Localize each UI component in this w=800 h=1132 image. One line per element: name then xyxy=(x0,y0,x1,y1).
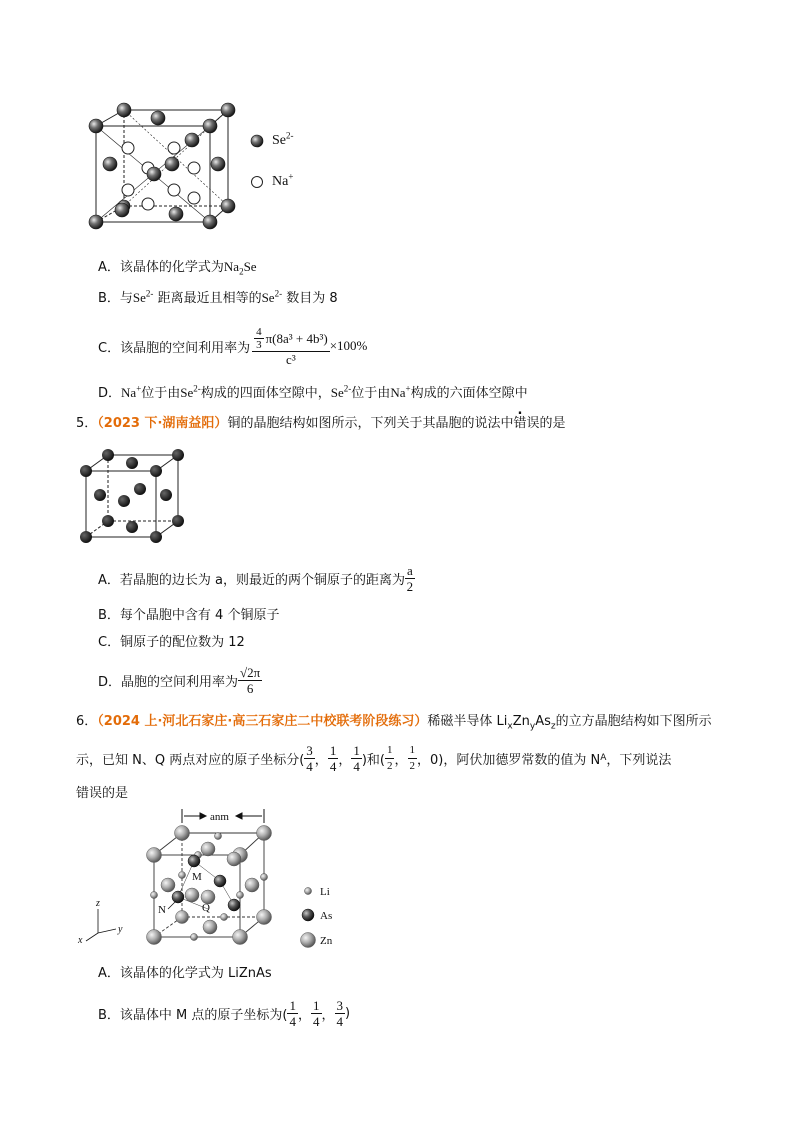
q5-option-a: A．若晶胞的边长为 a，则最近的两个铜原子的距离为 $\frac{a}{2}$ xyxy=(98,562,414,594)
q6-source: （2024 上·河北石家庄·高三石家庄二中校联考阶段练习） xyxy=(97,714,428,729)
axis-z-label: z xyxy=(96,898,100,909)
point-q-label: Q xyxy=(202,902,210,914)
lizna-crystal-figure xyxy=(74,805,364,955)
legend-li-label: Li xyxy=(320,886,330,898)
q5-stem: 5．（2023 下·湖南益阳）铜的晶胞结构如图所示，下列关于其晶胞的说法中错误的是 xyxy=(76,416,566,431)
q5-option-d: D．晶胞的空间利用率为 $\frac{√2\pi}{6}$ xyxy=(98,664,261,696)
open-circle-icon xyxy=(250,175,264,193)
q6-stem-line2: 示，已知 N、Q 两点对应的原子坐标分( $\frac{3}{4}$ ， $\frac{1}{4}$ ， $\frac{1}{4}$ )和( $\frac{1}{2}$ ， $\frac{1}{2}$ ，0)，阿伏加德罗常数的值为 N A ，下列说法 xyxy=(76,742,672,774)
legend-na-label: Na+ xyxy=(272,171,294,189)
copper-fcc-figure xyxy=(78,445,188,545)
q4-option-c: C．该晶胞的空间利用率为 $\frac{4}{3}$ π(8a³ + 4b³) c³ ×100% xyxy=(98,325,368,367)
q4-option-d: D．Na+位于由$Se^{2-}$构成的四面体空隙中，$Se^{2-}$位于由Na+构成的六面体空隙中 xyxy=(98,383,528,401)
large-sphere-icon xyxy=(301,933,316,948)
point-m-label: M xyxy=(192,871,202,883)
legend-as-label: As xyxy=(320,910,333,922)
legend-se-label: $Se^{2-}$ xyxy=(272,130,294,148)
q5-source: （2023 下·湖南益阳） xyxy=(97,416,228,431)
dark-sphere-icon xyxy=(250,134,264,152)
small-sphere-icon xyxy=(305,888,312,895)
q5-option-b: B．每个晶胞中含有 4 个铜原子 xyxy=(98,608,280,623)
q6-option-b: B．该晶体中 M 点的原子坐标为( $\frac{1}{4}$ ， $\frac{1}{4}$ ， $\frac{3}{4}$ ) xyxy=(98,997,351,1029)
axis-y-label: y xyxy=(118,924,123,935)
q4c-fraction: $\frac{4}{3}$ π(8a³ + 4b³) c³ xyxy=(252,326,330,367)
q5-emphasis: 错误 xyxy=(513,416,540,431)
medium-sphere-icon xyxy=(302,909,314,921)
legend-zn-label: Zn xyxy=(320,935,333,947)
q6-stem-line3: 错误的是 xyxy=(76,786,129,801)
point-n-label: N xyxy=(158,904,166,916)
q6-stem-line1: 6．（2024 上·河北石家庄·高三石家庄二中校联考阶段练习）稀磁半导体 $Li_xZn_yAs_z$的立方晶胞结构如下图所示 xyxy=(76,714,712,732)
q4-option-b: B．与$Se^{2-}$ 距离最近且相等的$Se^{2-}$ 数目为 8 xyxy=(98,288,338,306)
axis-x-label: x xyxy=(78,935,83,946)
q4-option-a: A．该晶体的化学式为$Na_2Se$ xyxy=(98,259,257,277)
dim-label: anm xyxy=(210,811,229,823)
q5-option-c: C．铜原子的配位数为 12 xyxy=(98,635,245,650)
nase-crystal-figure xyxy=(80,98,240,238)
q6-option-a: A．该晶体的化学式为 LiZnAs xyxy=(98,966,272,981)
